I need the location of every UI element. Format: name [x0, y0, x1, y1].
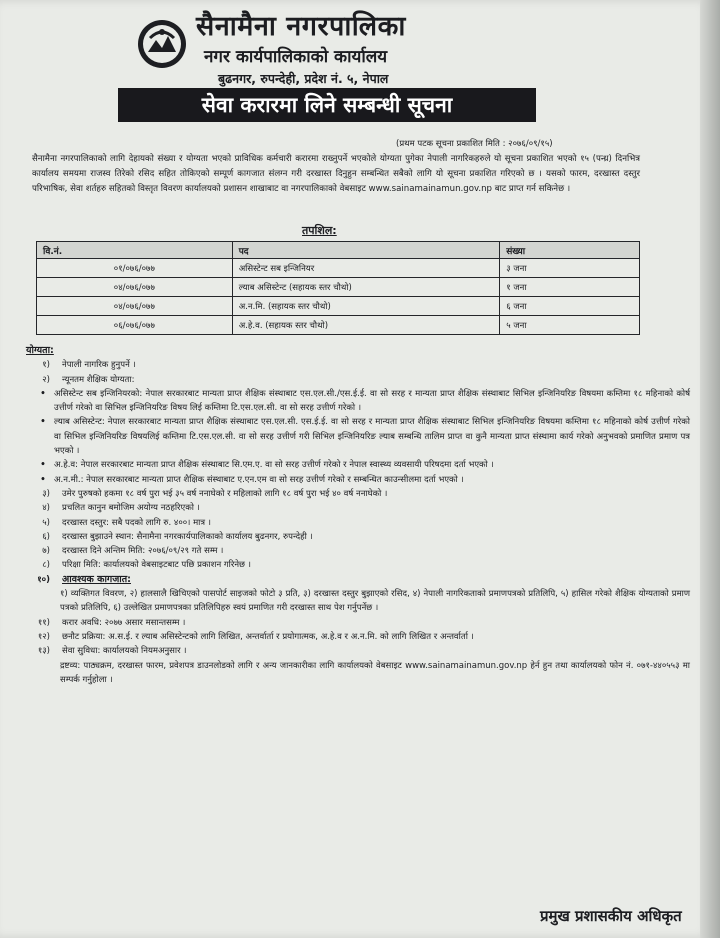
cell-post: ल्याब असिस्टेन्ट (सहायक स्तर चौथो)	[232, 278, 500, 297]
item-text: करार अवधि: २०७७ असार मसान्तसम्म ।	[62, 617, 186, 628]
bullet-text: अ.न.मी.: नेपाल सरकारबाट मान्यता प्राप्त शैक्षिक संस्थाबाट ए.एन.एम वा सो सरह उत्तीर्ण गरेको र सम्बन्धित काउन्सीलमा दर्ता भएको ।	[54, 474, 464, 485]
item-number: ५)	[42, 517, 50, 528]
list-item	[26, 358, 690, 372]
item-text: नेपाली नागरिक हुनुपर्ने ।	[62, 360, 136, 371]
docs-text: १) व्यक्तिगत विवरण, २) हालसालै खिचिएको पासपोर्ट साइजको फोटो ३ प्रति, ३) दरखास्त दस्तुर बुझाएको रसिद, ४) नेपाली नागरिकताको प्रमाणपत्रको प्रतिलिपि, ५) हासिल गरेको शैक्षिक योग्यताको प्रमाण पत्रको प्रतिलिपि, ६) उल्लेखित प्रमाणपत्रका प्रतिलिपिहरु स्वयं प्रमाणित गरी दरखास्त साथ पेश गर्नुपर्नेछ ।	[60, 589, 690, 614]
item-text: उमेर पुरुषको हकमा १८ वर्ष पुरा भई ३५ वर्ष ननाघेको र महिलाको लागि १८ वर्ष पुरा भई ४० वर्ष ननाघेको ।	[62, 488, 388, 499]
list-item	[26, 573, 690, 587]
col-header-number: वि.नं.	[37, 242, 233, 259]
notice-body	[26, 344, 690, 687]
posts-table	[36, 241, 640, 335]
table-row	[37, 278, 640, 297]
contact-note: द्रष्टव्य: पाठ्यक्रम, दरखास्त फारम, प्रवेशपत्र डाउनलोडको लागि र अन्य जानकारीका लागि कार्यालयको वेबसाइट www.sainamainamun.gov.np हेर्न हुन तथा कार्यालयको फोन नं. ०७१-४४०५५३ मा सम्पर्क गर्नुहोला ।	[60, 660, 690, 685]
cell-number: ०६/०७६/०७७	[37, 316, 233, 335]
list-item	[26, 616, 690, 630]
list-item	[26, 530, 690, 544]
col-header-count: संख्या	[500, 242, 640, 259]
bullet-dot-icon: •	[40, 474, 46, 485]
item-number: ७)	[42, 546, 50, 557]
bullet-text: ल्याब असिस्टेन्ट: नेपाल सरकारबाट मान्यता प्राप्त शैक्षिक संस्थाबाट एस.एल.सी. एस.ई.ई. वा सो सरह र मान्यता प्राप्त शैक्षिक संस्थाबाट सिभिल इन्जिनियरिङ विषयमा कम्तिमा १८ महिनाको कोर्ष उत्तीर्ण गरेको वा सिभिल इन्जिनियरिङ विषयलिई कम्तिमा टि.एस.एल.सी. वा सो सरह उत्तीर्ण गरी सिभिल इन्जिनियरिङ ल्याब सम्बन्धि तालिम प्राप्त वा कुनै मान्यता प्राप्त संस्थामा कार्य गरेको अनुभवको प्रमाणित प्रमाण पत्र भएको ।	[54, 417, 690, 457]
item-number: ३)	[42, 488, 50, 499]
item-text: छनौट प्रक्रिया: अ.स.ई. र ल्याब असिस्टेन्टको लागि लिखित, अन्तर्वार्ता र प्रयोगात्मक, अ.हे.व र अ.न.मि. को लागि लिखित र अन्तर्वार्ता ।	[62, 631, 474, 642]
list-item	[26, 630, 690, 644]
list-item	[26, 373, 690, 387]
publish-date: (प्रथम पटक सूचना प्रकाशित मिति : २०७६/०९/१५)	[396, 139, 553, 149]
bullet-dot-icon: •	[40, 460, 46, 471]
table-row	[37, 259, 640, 278]
bullet-text: असिस्टेन्ट सब इन्जिनियरको: नेपाल सरकारबाट मान्यता प्राप्त शैक्षिक संस्थाबाट एस.एल.सी./एस.ई.ई. वा सो सरह र मान्यता प्राप्त शैक्षिक संस्थाबाट सिभिल इन्जिनियरिङ विषयमा कम्तिमा १८ महिनाको कोर्ष उत्तीर्ण गरेको वा सिभिल इन्जिनियरिङ विषय लिई कम्तिमा टि.एस.एल.सी. वा सो सरह उत्तीर्ण गरेको ।	[54, 388, 690, 414]
item-text: सेवा सुविधा: कार्यालयको नियमअनुसार ।	[62, 646, 187, 657]
bullet-item	[32, 415, 690, 458]
item-text: दरखास्त दस्तुर: सबै पदको लागि रु. ४००। मात्र ।	[62, 517, 212, 528]
emblem-icon	[136, 18, 188, 70]
bullet-item	[32, 473, 690, 487]
item-text: दरखास्त दिने अन्तिम मिति: २०७६/०९/२९ गते सम्म ।	[62, 546, 224, 557]
background-edge	[700, 0, 720, 938]
cell-count: ३ जना	[500, 259, 640, 278]
cell-count: १ जना	[500, 278, 640, 297]
cell-number: ०१/०७६/०७७	[37, 259, 233, 278]
cell-post: अ.न.मि. (सहायक स्तर चौथो)	[232, 297, 500, 316]
cell-count: ६ जना	[500, 297, 640, 316]
cell-count: ५ जना	[500, 316, 640, 335]
list-item	[26, 501, 690, 515]
item-number: ४)	[42, 503, 50, 514]
org-name: सैनामैना नगरपालिका	[196, 11, 406, 42]
cell-number: ०४/०७६/०७७	[37, 278, 233, 297]
signature-title: प्रमुख प्रशासकीय अधिकृत	[540, 907, 682, 925]
item-number: १)	[42, 360, 50, 371]
table-header-row	[37, 242, 640, 259]
item-text: न्यूनतम शैक्षिक योग्यता:	[62, 374, 135, 385]
item-number: १२)	[37, 631, 50, 642]
notice-title: सेवा करारमा लिने सम्बन्धी सूचना	[118, 88, 536, 122]
qualification-heading: योग्यता:	[26, 345, 54, 356]
notice-header	[0, 0, 700, 130]
cell-post: अ.हे.व. (सहायक स्तर चौथो)	[232, 316, 500, 335]
cell-post: असिस्टेन्ट सब इन्जिनियर	[232, 259, 500, 278]
item-number: १०)	[37, 574, 50, 585]
item-number: १३)	[37, 646, 50, 657]
item-text: दरखास्त बुझाउने स्थान: सैनामैना नगरकार्यपालिकाको कार्यालय बुढनगर, रुपन्देही ।	[62, 531, 313, 542]
list-item	[26, 558, 690, 572]
item-text: प्रचलित कानुन बमोजिम अयोग्य नठहरिएको ।	[62, 503, 200, 514]
table-row	[37, 316, 640, 335]
cell-number: ०४/०७६/०७७	[37, 297, 233, 316]
item-number: ८)	[42, 560, 50, 571]
docs-heading: आवश्यक कागजात:	[62, 573, 131, 585]
list-item	[26, 487, 690, 501]
intro-paragraph: सैनामैना नगरपालिकाको लागि देहायको संख्या र योग्यता भएको प्राविधिक कर्मचारी करारमा राख्नुपर्ने भएकोले योग्यता पुगेका नेपाली नागरिकहरुले यो सूचना प्रकाशित भएको १५ (पन्ध्र) दिनभित्र कार्यालय समयमा राजस्व तिरेको रसिद सहित तोकिएको सम्पूर्ण कागजात संलग्न गरी दरखास्त दिनुहुन सम्बन्धित सबैको लागि यो सूचना प्रकाशित गरिएको छ । यसको फारम, दरखास्त दस्तुर परिभाषिक, सेवा शर्तहरु सहितको विस्तृत विवरण कार्यालयको प्रशासन शाखाबाट वा नगरपालिकाको वेबसाइट www.sainamainamun.gov.np बाट प्राप्त गर्न सकिनेछ ।	[32, 154, 640, 194]
bullet-dot-icon: •	[40, 388, 46, 399]
item-text: परिक्षा मिति: कार्यालयको वेबसाइटबाट पछि प्रकाशन गरिनेछ ।	[62, 560, 251, 571]
office-name: नगर कार्यपालिकाको कार्यालय	[204, 47, 388, 67]
bullet-text: अ.हे.व: नेपाल सरकारबाट मान्यता प्राप्त शैक्षिक संस्थाबाट सि.एम.ए. वा सो सरह उत्तीर्ण गरेको र नेपाल स्वास्थ्य व्यवसायी परिषदमा दर्ता भएको ।	[54, 460, 494, 471]
col-header-post: पद	[232, 242, 500, 259]
table-caption: तपशिल:	[302, 224, 337, 237]
bullet-dot-icon: •	[40, 417, 46, 428]
bullet-item	[32, 458, 690, 472]
office-address: बुढनगर, रुपन्देही, प्रदेश नं. ५, नेपाल	[218, 71, 389, 86]
bullet-item	[32, 387, 690, 416]
list-item	[26, 644, 690, 658]
item-number: ६)	[42, 531, 50, 542]
item-number: २)	[42, 374, 50, 385]
item-number: ११)	[37, 617, 50, 628]
table-row	[37, 297, 640, 316]
list-item	[26, 544, 690, 558]
list-item	[26, 516, 690, 530]
